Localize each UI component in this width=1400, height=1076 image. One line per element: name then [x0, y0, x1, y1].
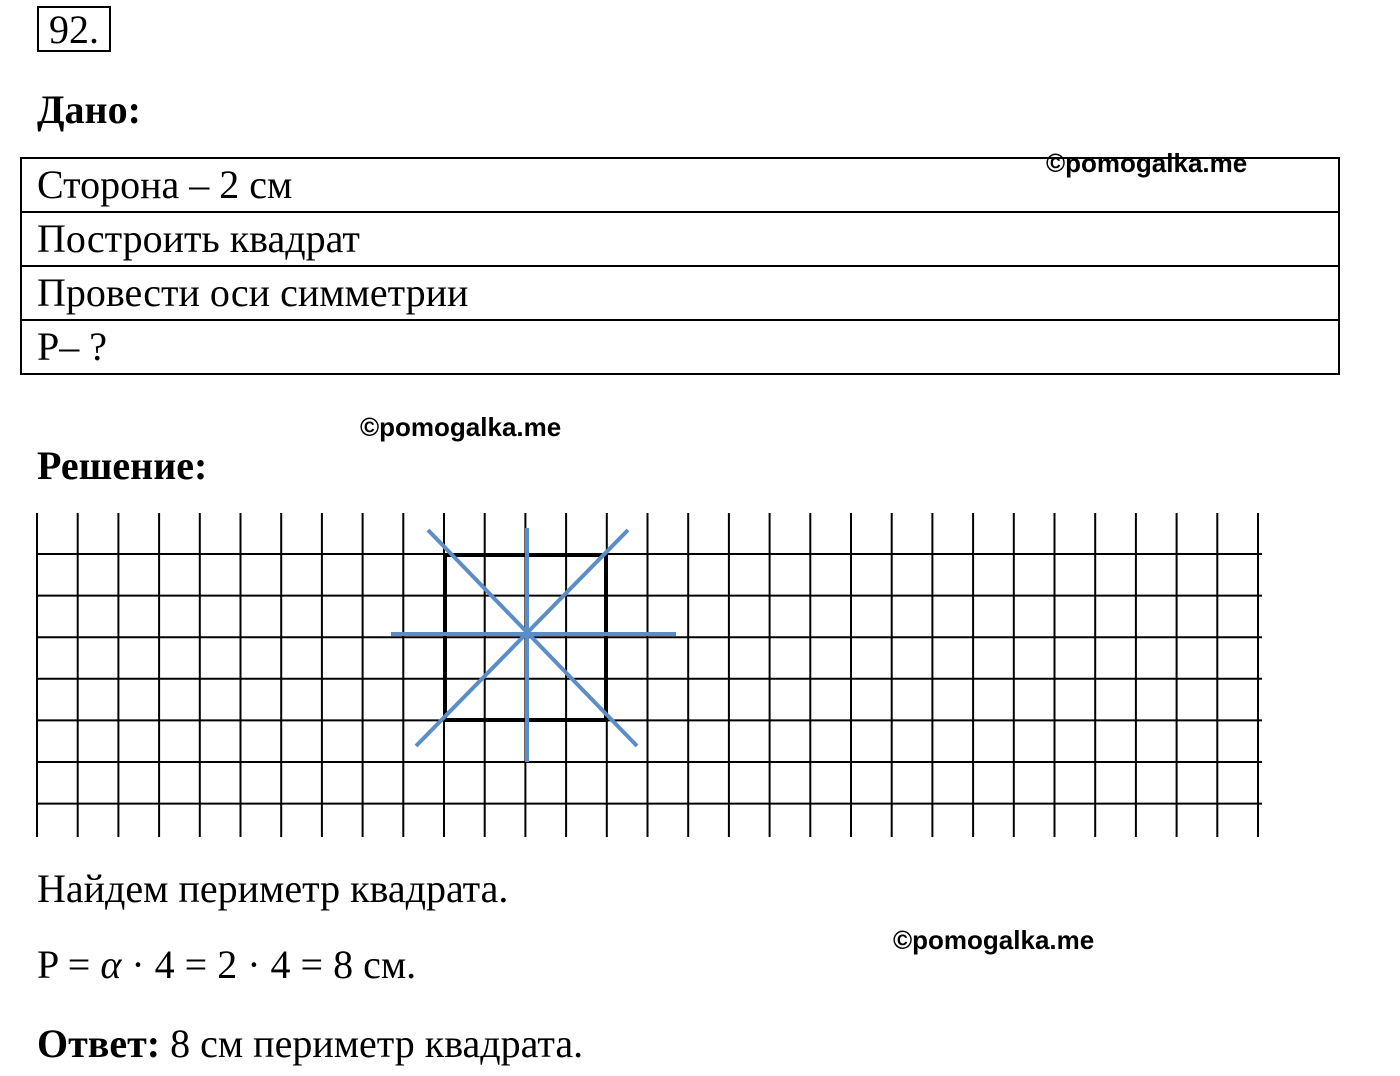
solution-text: Найдем периметр квадрата.	[37, 866, 509, 911]
formula-lhs: P =	[37, 942, 101, 987]
answer-text: 8 см периметр квадрата.	[160, 1021, 584, 1066]
formula-side-symbol: α	[100, 942, 122, 987]
perimeter-formula	[37, 942, 416, 988]
answer-label: Ответ:	[37, 1021, 161, 1066]
given-heading: Дано:	[37, 87, 141, 132]
watermark: ©pomogalka.me	[893, 925, 1095, 955]
given-row-side: Сторона – 2 см	[21, 158, 1339, 212]
answer	[37, 1021, 583, 1067]
symmetry-axes	[391, 528, 676, 762]
formula-rhs: · 4 = 2 · 4 = 8 см.	[121, 942, 417, 987]
given-row-perimeter: P– ?	[21, 320, 1339, 374]
given-row-construct: Построить квадрат	[21, 212, 1339, 266]
grid-lines	[37, 513, 1262, 837]
solution-heading: Решение:	[37, 443, 208, 488]
problem-number: 92.	[37, 6, 111, 52]
watermark: ©pomogalka.me	[360, 412, 562, 442]
given-row-axes: Провести оси симметрии	[21, 266, 1339, 320]
watermark: ©pomogalka.me	[1046, 148, 1248, 178]
